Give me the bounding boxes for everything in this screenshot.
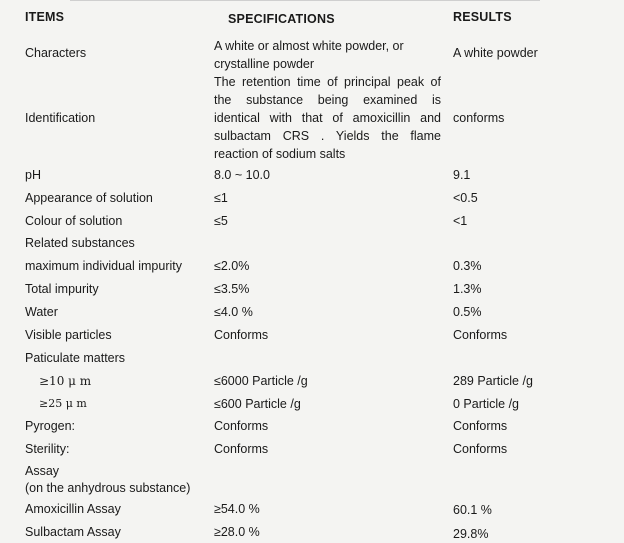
header-specifications: SPECIFICATIONS <box>228 12 335 26</box>
item-sulbactam-assay: Sulbactam Assay <box>25 525 121 539</box>
spec-visible-particles: Conforms <box>214 328 269 342</box>
result-particle-25um: 0 Particle /g <box>453 397 520 411</box>
spec-sterility: Conforms <box>214 442 269 456</box>
result-ph: 9.1 <box>453 168 471 182</box>
item-particle-25um: ≥25 μ m <box>39 397 87 410</box>
result-identification: conforms <box>453 111 505 125</box>
result-sulbactam-assay: 29.8% <box>453 527 489 541</box>
result-particle-10um: 289 Particle /g <box>453 374 533 388</box>
result-characters: A white powder <box>453 46 538 60</box>
item-assay: Assay <box>25 464 60 478</box>
result-total-impurity: 1.3% <box>453 282 482 296</box>
item-amoxicillin-assay: Amoxicillin Assay <box>25 502 121 516</box>
spec-sulbactam-assay: ≥28.0 % <box>214 525 260 539</box>
result-pyrogen: Conforms <box>453 419 508 433</box>
result-water: 0.5% <box>453 305 482 319</box>
header-items: ITEMS <box>25 10 65 24</box>
spec-identification: The retention time of principal peak of the substance being examined is identical with that of amoxicillin and sulbactam CRS . Yields the flame reaction of sodium salts <box>214 75 441 161</box>
header-results: RESULTS <box>453 10 512 24</box>
result-amoxicillin-assay: 60.1 % <box>453 503 492 517</box>
spec-ph: 8.0 ~ 10.0 <box>214 168 270 182</box>
result-max-impurity: 0.3% <box>453 259 482 273</box>
spec-particle-25um: ≤600 Particle /g <box>214 397 301 411</box>
spec-colour: ≤5 <box>214 214 228 228</box>
spec-appearance: ≤1 <box>214 191 228 205</box>
item-identification: Identification <box>25 111 96 125</box>
spec-max-impurity: ≤2.0% <box>214 259 250 273</box>
item-water: Water <box>25 305 58 319</box>
item-appearance: Appearance of solution <box>25 191 153 205</box>
spec-total-impurity: ≤3.5% <box>214 282 250 296</box>
item-total-impurity: Total impurity <box>25 282 99 296</box>
spec-particle-10um: ≤6000 Particle /g <box>214 374 308 388</box>
item-colour: Colour of solution <box>25 214 123 228</box>
result-sterility: Conforms <box>453 442 508 456</box>
result-visible-particles: Conforms <box>453 328 508 342</box>
item-related-substances: Related substances <box>25 236 135 250</box>
item-pyrogen: Pyrogen: <box>25 419 76 433</box>
item-ph: pH <box>25 168 41 182</box>
item-particulate-matters: Paticulate matters <box>25 351 126 365</box>
top-rule <box>70 0 540 1</box>
spec-characters: A white or almost white powder, or crystalline powder <box>214 39 404 71</box>
item-characters: Characters <box>25 46 87 60</box>
spec-pyrogen: Conforms <box>214 419 269 433</box>
item-particle-10um: ≥10 μ m <box>39 374 92 388</box>
item-assay-basis: (on the anhydrous substance) <box>25 481 191 495</box>
spec-amoxicillin-assay: ≥54.0 % <box>214 502 260 516</box>
item-sterility: Sterility: <box>25 442 70 456</box>
result-appearance: <0.5 <box>453 191 478 205</box>
item-visible-particles: Visible particles <box>25 328 112 342</box>
item-max-impurity: maximum individual impurity <box>25 259 182 273</box>
result-colour: <1 <box>453 214 468 228</box>
spec-water: ≤4.0 % <box>214 305 253 319</box>
